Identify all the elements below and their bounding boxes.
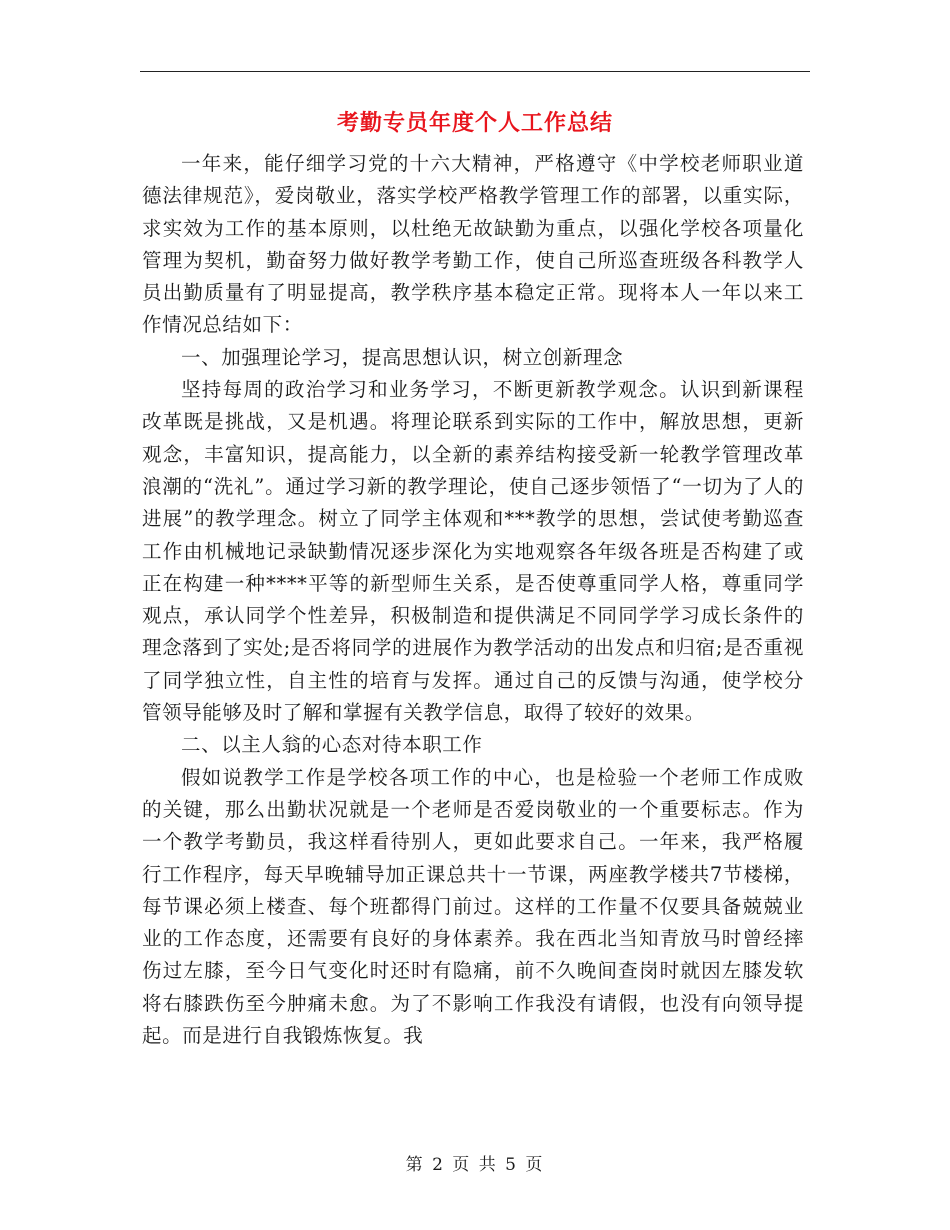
- section-heading-2: 二、以主人翁的心态对待本职工作: [181, 733, 483, 757]
- section-heading-1: 一、加强理论学习，提高思想认识，树立创新理念: [181, 345, 624, 369]
- paragraph-section-2: 假如说教学工作是学校各项工作的中心，也是检验一个老师工作成败的关键，那么出勤状况就是一个老师是否爱岗敬业的一个重要标志。作为一个教学考勤员，我这样看待别人，更如此要求自己。一年来，我严格履行工作程序，每天早晚辅导加正课总共十一节课，两座教学楼共7节楼梯，每节课必须上楼查、每个班都得门前过。这样的工作量不仅要具备兢兢业业的工作态度，还需要有良好的身体素养。我在西北当知青放马时曾经摔伤过左膝，至今日气变化时还时有隐痛，前不久晚间查岗时就因左膝发软将右膝跌伤至今肿痛未愈。为了不影响工作我没有请假，也没有向领导提起。而是进行自我锻炼恢复。我: [142, 765, 804, 1048]
- page-number: 第 2 页 共 5 页: [405, 1155, 545, 1175]
- document-body: [142, 148, 804, 1052]
- paragraph-intro: 一年来，能仔细学习党的十六大精神，严格遵守《中学校老师职业道德法律规范》，爱岗敬业，落实学校严格教学管理工作的部署，以重实际，求实效为工作的基本原则，以杜绝无故缺勤为重点，以强化学校各项量化管理为契机，勤奋努力做好教学考勤工作，使自己所巡查班级各科教学人员出勤质量有了明显提高，教学秩序基本稳定正常。现将本人一年以来工作情况总结如下：: [142, 152, 804, 337]
- header-rule: [140, 71, 810, 72]
- document-title: 考勤专员年度个人工作总结: [336, 111, 613, 136]
- paragraph-section-1: 坚持每周的政治学习和业务学习，不断更新教学观念。认识到新课程改革既是挑战，又是机遇。将理论联系到实际的工作中，解放思想，更新观念，丰富知识，提高能力，以全新的素养结构接受新一轮教学管理改革浪潮的“洗礼”。通过学习新的教学理论，使自己逐步领悟了“一切为了人的进展”的教学理念。树立了同学主体观和***教学的思想，尝试使考勤巡查工作由机械地记录缺勤情况逐步深化为实地观察各年级各班是否构建了或正在构建一种****平等的新型师生关系，是否使尊重同学人格，尊重同学观点，承认同学个性差异，积极制造和提供满足不同同学学习成长条件的理念落到了实处;是否将同学的进展作为教学活动的出发点和归宿;是否重视了同学独立性，自主性的培育与发挥。通过自己的反馈与沟通，使学校分管领导能够及时了解和掌握有关教学信息，取得了较好的效果。: [142, 378, 804, 725]
